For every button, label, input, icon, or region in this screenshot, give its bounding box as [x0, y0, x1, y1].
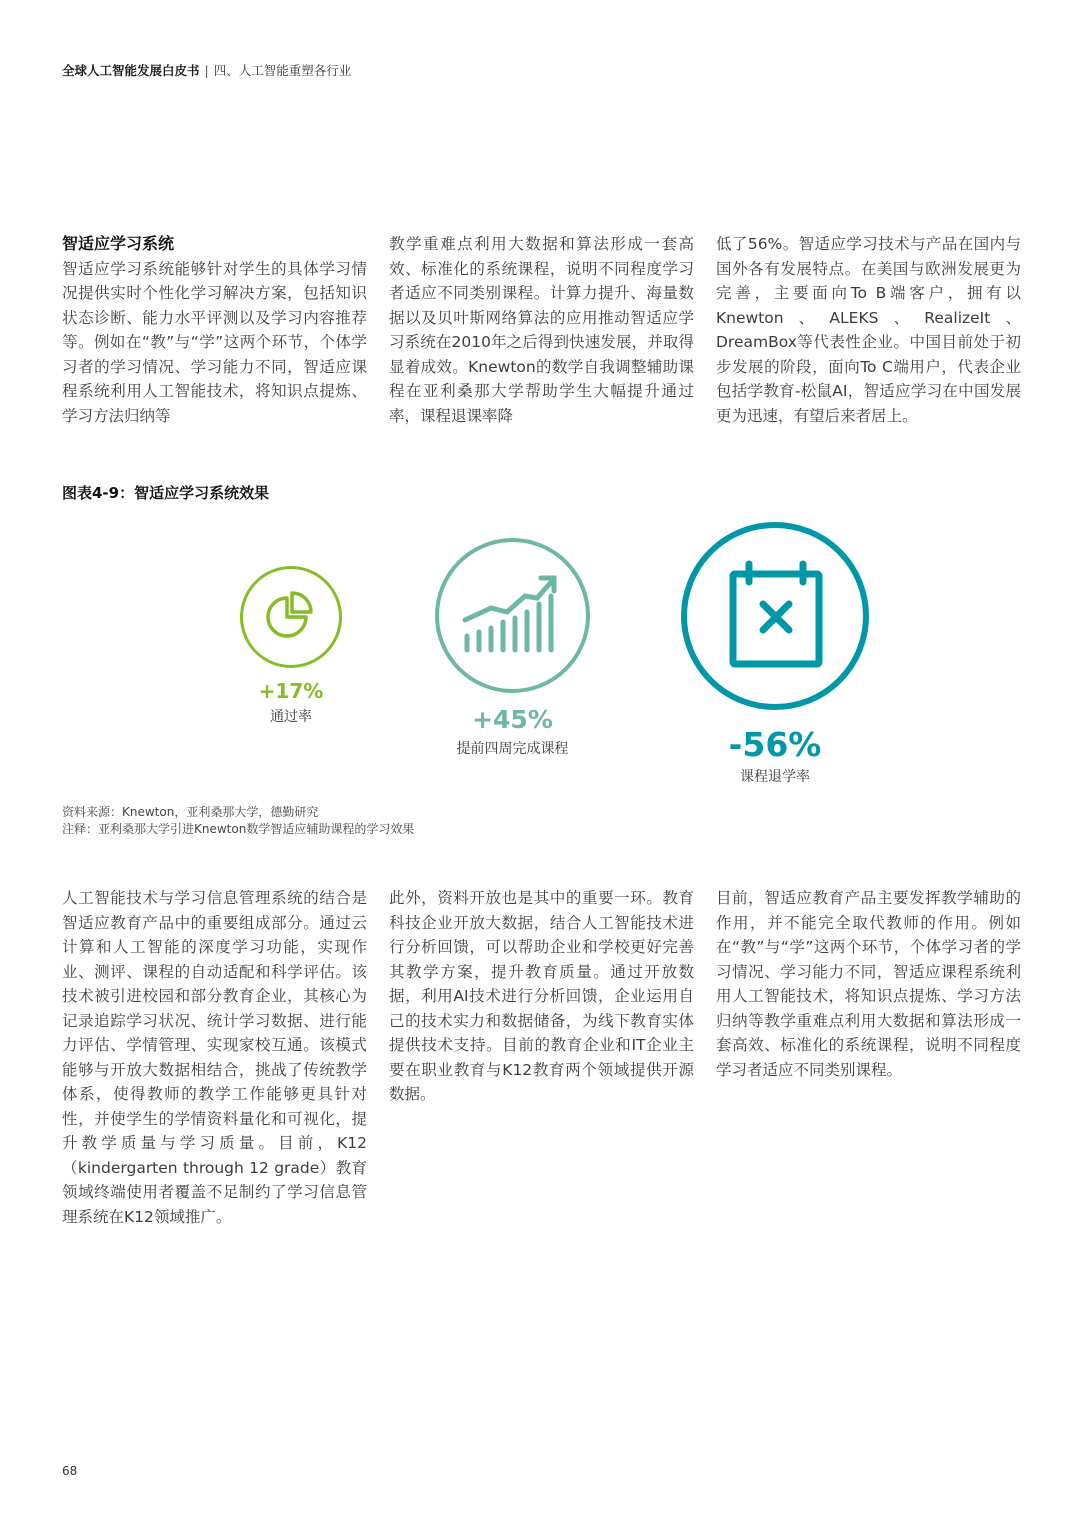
top-column-2	[389, 232, 694, 428]
stat-early-completion-label: 提前四周完成课程	[456, 741, 569, 757]
bottom-column-1-text: 人工智能技术与学习信息管理系统的结合是智适应教育产品中的重要组成部分。通过云计算和人工智能的深度学习功能，实现作业、测评、课程的自动适配和科学评估。该技术被引进校园和部分教育企业，其核心为记录追踪学习状况、统计学习数据、进行能力评估、学情管理、实现家校互通。该模式能够与开放大数据相结合，挑战了传统教学体系，使得教师的教学工作能够更具针对性，并使学生的学情资料量化和可视化，提升教学质量与学习质量。目前，K12（kindergarten through 12 grade）教育领域终端使用者覆盖不足制约了学习信息管理系统在K12领域推广。	[62, 889, 367, 1226]
pie-chart-icon	[243, 569, 338, 664]
document-title: 全球人工智能发展白皮书	[62, 63, 200, 78]
bottom-column-3-text: 目前，智适应教育产品主要发挥教学辅助的作用，并不能完全取代教师的作用。例如在“教”与“学”这两个环节，个体学习者的学习情况、学习能力不同，智适应课程系统利用人工智能技术，将知识点提炼、学习方法归纳等教学重难点利用大数据和算法形成一套高效、标准化的系统课程，说明不同程度学习者适应不同类别课程。	[716, 889, 1021, 1079]
figure-notes	[62, 804, 414, 838]
top-column-3	[716, 232, 1021, 428]
figure-source: 资料来源：Knewton，亚利桑那大学，德勤研究	[62, 805, 319, 819]
top-column-2-text: 教学重难点利用大数据和算法形成一套高效、标准化的系统课程，说明不同程度学习者适应不同类别课程。计算力提升、海量数据以及贝叶斯网络算法的应用推动智适应学习系统在2010年之后得到快速发展，并取得显着成效。Knewton的数学自我调整辅助课程在亚利桑那大学帮助学生大幅提升通过率，课程退课率降	[389, 235, 694, 425]
stat-dropout-rate-value: -56%	[728, 725, 822, 764]
figure-title: 图表4-9：智适应学习系统效果	[62, 484, 270, 502]
stat-early-completion-circle	[435, 538, 590, 693]
stat-pass-rate-label: 通过率	[270, 709, 312, 725]
bottom-column-3	[716, 886, 1021, 1082]
bottom-column-2	[389, 886, 694, 1107]
figure-note: 注释：亚利桑那大学引进Knewton数学智适应辅助课程的学习效果	[62, 822, 415, 836]
stat-pass-rate-value: +17%	[258, 679, 324, 703]
stat-dropout-rate-circle	[681, 522, 869, 710]
stat-pass-rate-circle	[240, 566, 342, 668]
stat-early-completion-value: +45%	[472, 705, 553, 734]
page-number: 68	[62, 1464, 78, 1478]
running-header	[62, 61, 351, 79]
top-column-1-text: 智适应学习系统能够针对学生的具体学习情况提供实时个性化学习解决方案，包括知识状态诊断、能力水平评测以及学习内容推荐等。例如在“教”与“学”这两个环节，个体学习者的学习情况、学习能力不同，智适应课程系统利用人工智能技术，将知识点提炼、学习方法归纳等	[62, 259, 367, 425]
bottom-column-1	[62, 886, 367, 1229]
bottom-column-2-text: 此外，资料开放也是其中的重要一环。教育科技企业开放大数据，结合人工智能技术进行分析回馈，可以帮助企业和学校更好完善其教学方案，提升教育质量。通过开放数据，利用AI技术进行分析回馈，企业运用自己的技术实力和数据储备，为线下教育实体提供技术支持。目前的教育企业和IT企业主要在职业教育与K12教育两个领域提供开源数据。	[389, 889, 694, 1103]
rising-bar-chart-icon	[439, 542, 585, 688]
stat-dropout-rate-label: 课程退学率	[740, 769, 810, 785]
calendar-cancel-icon	[687, 528, 863, 704]
top-column-1	[62, 232, 367, 428]
top-column-3-text: 低了56%。智适应学习技术与产品在国内与国外各有发展特点。在美国与欧洲发展更为完善，主要面向To B端客户，拥有以Knewton、ALEKS、RealizeIt、DreamBox等代表性企业。中国目前处于初步发展的阶段，面向To C端用户，代表企业包括学教育-松鼠AI，智适应学习在中国发展更为迅速，有望后来者居上。	[716, 235, 1021, 425]
header-separator: |	[204, 63, 209, 78]
section-heading: 智适应学习系统	[62, 234, 175, 253]
section-title: 四、人工智能重塑各行业	[213, 63, 352, 78]
